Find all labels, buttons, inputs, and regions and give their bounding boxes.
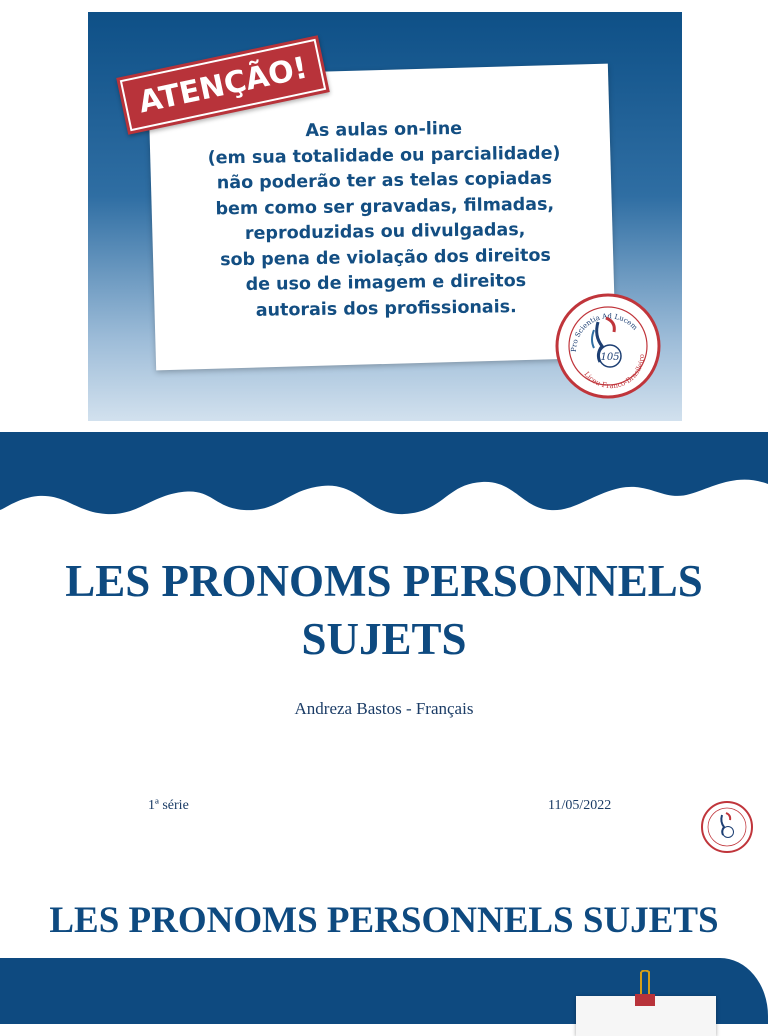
school-seal (554, 292, 662, 400)
school-seal-small (700, 800, 754, 854)
header-wave (0, 432, 768, 522)
notice-text: As aulas on-line (em sua totalidade ou parcialidade) não poderão ter as telas copiadas bem como ser gravadas, filmadas, reproduzidas ou divulgadas, sob pena de violação dos direitos de uso de imagem e direitos autorais dos profissionais. (207, 118, 561, 321)
attention-badge: ATENÇÃO! (116, 35, 330, 135)
grade-label: 1ª série (148, 798, 189, 813)
presentation-title: LES PRONOMS PERSONNELS SUJETS (65, 556, 703, 664)
next-slide-title: LES PRONOMS PERSONNELS SUJETS (49, 900, 719, 941)
seal-motto: Pro Scientia Ad Lucem (569, 312, 639, 353)
warning-slide (88, 12, 682, 421)
seal-school-name: Liceu Franco-Brasileiro (582, 353, 647, 391)
presentation-subtitle: Andreza Bastos - Français (294, 699, 474, 718)
seal-number: 105 (600, 352, 620, 363)
binder-clip-icon (632, 970, 658, 1010)
date-label: 11/05/2022 (548, 798, 612, 813)
